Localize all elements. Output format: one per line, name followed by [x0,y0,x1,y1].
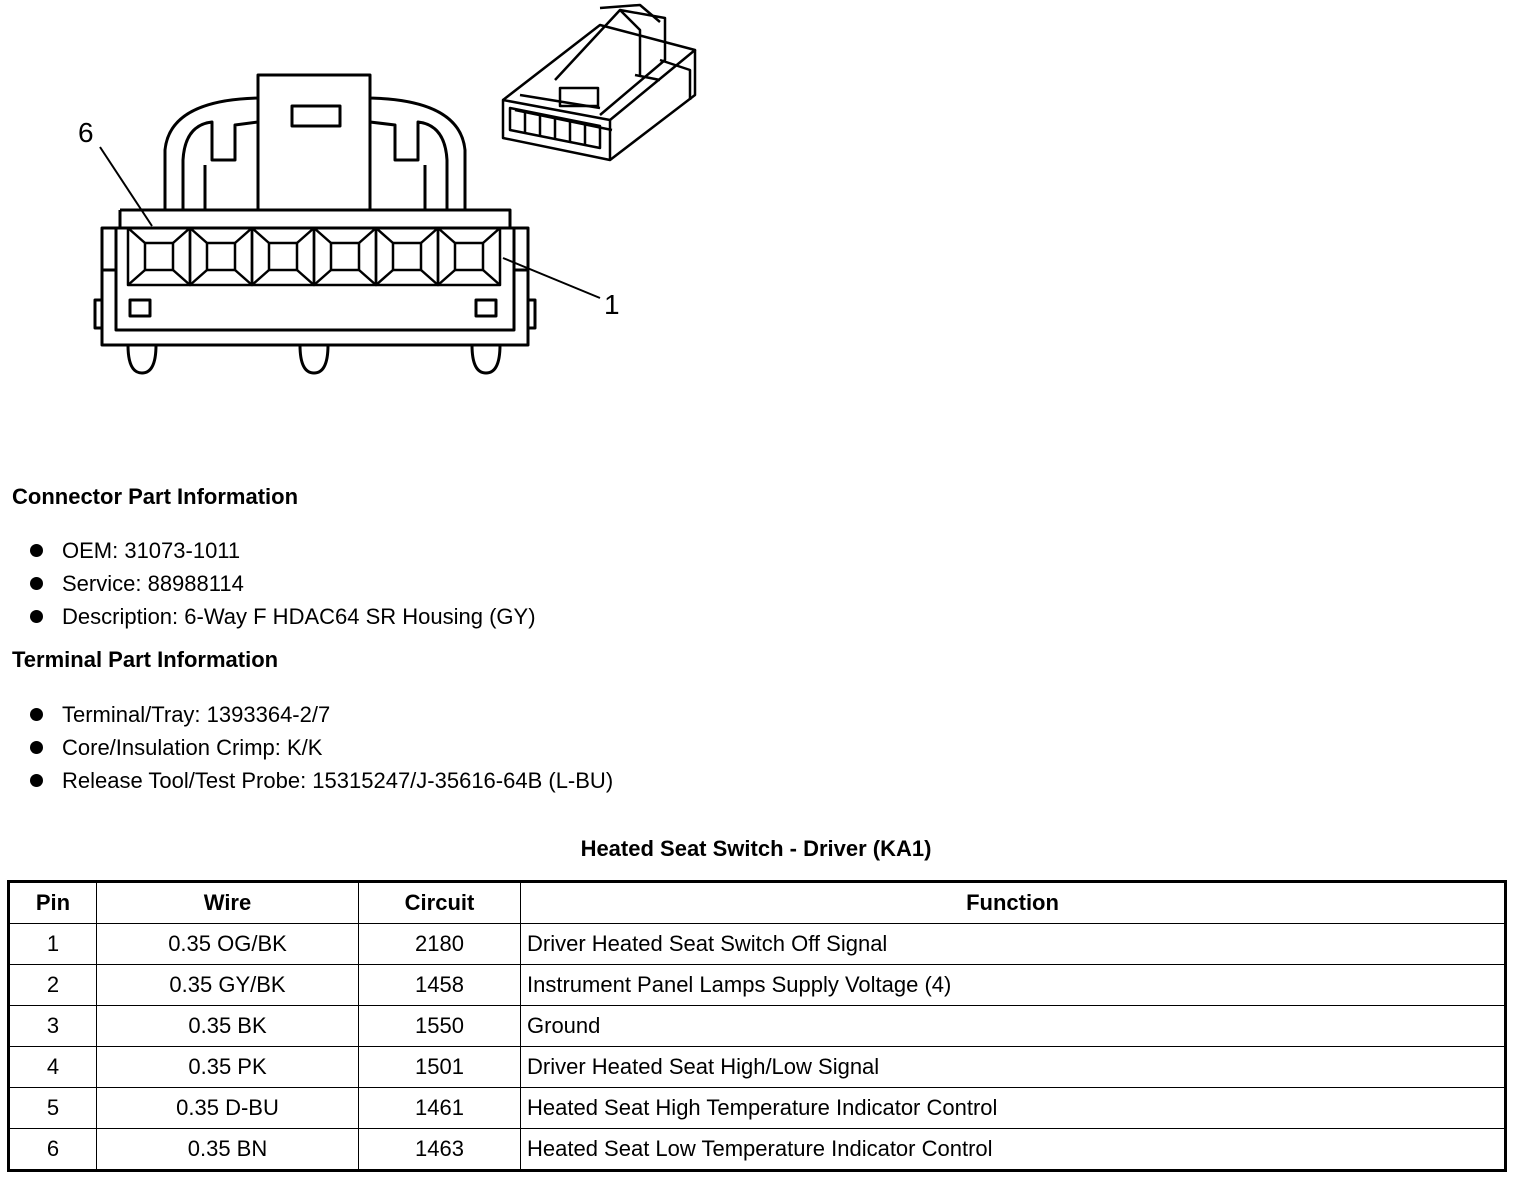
pin-label-6: 6 [78,117,94,148]
cell-wire: 0.35 BN [97,1129,359,1171]
column-header-circuit: Circuit [359,882,521,924]
column-header-function: Function [521,882,1506,924]
bullet-icon [30,708,43,721]
cell-circuit: 2180 [359,924,521,965]
connector-3d-view [503,5,695,160]
leader-line-1 [503,258,600,298]
cell-pin: 1 [9,924,97,965]
cavity-5-inner [207,243,235,270]
list-item: Core/Insulation Crimp: K/K [30,731,613,764]
terminal-part-info-list [30,698,613,797]
table-row [9,1088,1506,1129]
cell-circuit: 1458 [359,965,521,1006]
cell-pin: 6 [9,1129,97,1171]
list-item: Service: 88988114 [30,567,536,600]
cell-pin: 2 [9,965,97,1006]
cell-wire: 0.35 GY/BK [97,965,359,1006]
connector-cavities [128,228,500,285]
bullet-icon [30,577,43,590]
list-item: OEM: 31073-1011 [30,534,536,567]
connector-diagram [0,0,720,400]
list-item: Release Tool/Test Probe: 15315247/J-35616-64B (L-BU) [30,764,613,797]
table-row [9,965,1506,1006]
cell-function: Heated Seat High Temperature Indicator Control [521,1088,1506,1129]
connector-part-info-list [30,534,536,633]
cavity-6-inner [145,243,173,270]
list-item: Terminal/Tray: 1393364-2/7 [30,698,613,731]
cell-pin: 4 [9,1047,97,1088]
cell-function: Ground [521,1006,1506,1047]
cell-wire: 0.35 PK [97,1047,359,1088]
pin-label-1: 1 [604,289,620,320]
column-header-pin: Pin [9,882,97,924]
table-title: Heated Seat Switch - Driver (KA1) [580,836,932,861]
table-row [9,1047,1506,1088]
connector-part-info-title: Connector Part Information [12,484,299,509]
bullet-icon [30,544,43,557]
cell-wire: 0.35 BK [97,1006,359,1047]
connector-latch [165,75,465,210]
cell-pin: 3 [9,1006,97,1047]
cell-pin: 5 [9,1088,97,1129]
bullet-icon [30,741,43,754]
cavity-3-inner [331,243,359,270]
cell-function: Heated Seat Low Temperature Indicator Control [521,1129,1506,1171]
cavity-2-inner [393,243,421,270]
cell-wire: 0.35 D-BU [97,1088,359,1129]
table-row [9,1129,1506,1171]
cell-circuit: 1463 [359,1129,521,1171]
cell-function: Instrument Panel Lamps Supply Voltage (4) [521,965,1506,1006]
cell-wire: 0.35 OG/BK [97,924,359,965]
leader-line-6 [100,147,152,226]
pinout-table [7,880,1507,1172]
cell-function: Driver Heated Seat Switch Off Signal [521,924,1506,965]
table-row [9,1006,1506,1047]
terminal-part-info-title: Terminal Part Information [12,647,279,672]
list-item: Description: 6-Way F HDAC64 SR Housing (GY) [30,600,536,633]
cell-circuit: 1501 [359,1047,521,1088]
column-header-wire: Wire [97,882,359,924]
cavity-1-inner [455,243,483,270]
table-row [9,924,1506,965]
cell-function: Driver Heated Seat High/Low Signal [521,1047,1506,1088]
table-header-row [9,882,1506,924]
cell-circuit: 1461 [359,1088,521,1129]
bullet-icon [30,610,43,623]
cavity-4-inner [269,243,297,270]
bullet-icon [30,774,43,787]
cell-circuit: 1550 [359,1006,521,1047]
